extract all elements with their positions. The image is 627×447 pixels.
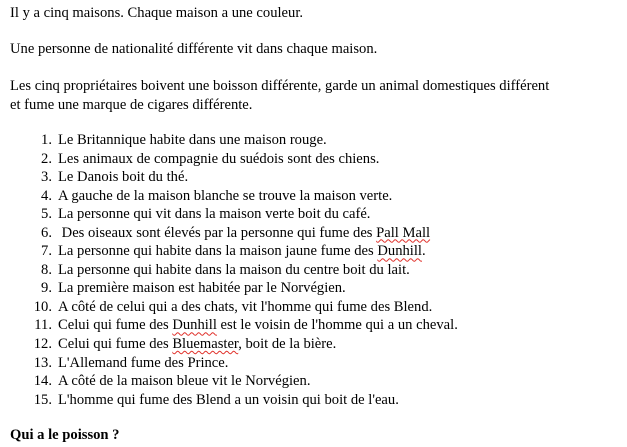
clue-text-part: . (421, 243, 426, 260)
spellcheck-flagged-word[interactable]: Bluemaster (172, 336, 239, 353)
spellcheck-flagged-word[interactable]: Pall Mall (376, 224, 431, 241)
clue-number: 1. (41, 132, 52, 148)
clue-text-part: est le voisin de l'homme qui a un cheval. (216, 317, 458, 334)
intro-paragraph-houses: Il y a cinq maisons. Chaque maison a une couleur. (10, 5, 304, 21)
clue-text (58, 242, 426, 261)
clue-text (58, 316, 458, 335)
clue-number: 13. (33, 354, 52, 371)
clue-text: La personne qui habite dans la maison du centre boit du lait. (58, 261, 410, 278)
clue-number: 10. (33, 298, 52, 315)
intro-paragraph-owners-line2: et fume une marque de cigares différente. (10, 96, 253, 113)
clue-number: 7. (41, 243, 52, 260)
spellcheck-flagged-word[interactable]: Dunhill (377, 243, 422, 260)
clue-text: A gauche de la maison blanche se trouve la maison verte. (58, 187, 393, 204)
spellcheck-flagged-word[interactable]: Dunhill (172, 317, 217, 334)
clue-text: La personne qui vit dans la maison verte boit du café. (58, 206, 371, 223)
clue-text-part: Celui qui fume des (58, 317, 173, 334)
intro-paragraph-nationality: Une personne de nationalité différente vit dans chaque maison. (10, 41, 378, 57)
clue-text: Les animaux de compagnie du suédois sont des chiens. (58, 150, 380, 167)
clue-number: 6. (41, 224, 52, 241)
clue-number: 9. (41, 280, 52, 297)
clue-number: 2. (41, 150, 52, 167)
clue-number: 11. (34, 317, 52, 334)
clue-number: 3. (41, 169, 52, 186)
clue-text: A côté de la maison bleue vit le Norvégien. (58, 373, 311, 390)
clue-text: Le Danois boit du thé. (58, 169, 189, 186)
clue-text (58, 224, 430, 243)
clue-number: 5. (41, 206, 52, 223)
clue-text: L'homme qui fume des Blend a un voisin qui boit de l'eau. (58, 391, 399, 408)
clue-text: Le Britannique habite dans une maison rouge. (58, 132, 327, 148)
clue-text-part: Celui qui fume des (58, 336, 173, 353)
clue-number: 14. (33, 373, 52, 390)
clue-text-part: , boit de la bière. (238, 336, 337, 353)
intro-paragraph-owners (10, 77, 549, 114)
clue-number: 15. (33, 391, 52, 408)
clue-text-part: Des oiseaux sont élevés par la personne qui fume des (58, 224, 377, 241)
clue-text: L'Allemand fume des Prince. (58, 354, 229, 371)
clue-text (58, 335, 336, 354)
clue-text-part: La personne qui habite dans la maison jaune fume des (58, 243, 378, 260)
clue-text: La première maison est habitée par le Norvégien. (58, 280, 346, 297)
clue-number: 8. (41, 261, 52, 278)
clue-number: 12. (33, 336, 52, 353)
clue-text: A côté de celui qui a des chats, vit l'homme qui fume des Blend. (58, 298, 433, 315)
clue-number: 4. (41, 187, 52, 204)
intro-paragraph-owners-line1: Les cinq propriétaires boivent une boisson différente, garde un animal domestiques différent (10, 78, 550, 94)
final-question: Qui a le poisson ? (10, 427, 120, 443)
